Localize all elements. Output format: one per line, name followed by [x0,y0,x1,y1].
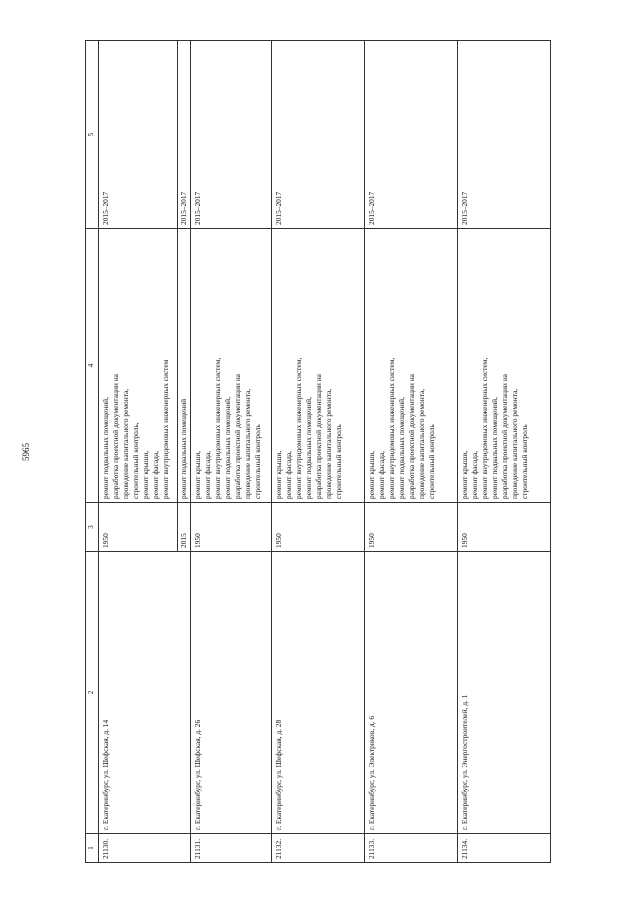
table-row [457,41,550,863]
year-cell: 1950 [98,503,177,552]
year-cell: 1950 [457,503,550,552]
year-cell: 2015 [177,503,190,552]
work-item: разработка проектной документации на [313,374,323,499]
works-cell [364,229,457,503]
row-number: 21133. [364,834,457,863]
header-cell: 1 [86,834,99,863]
table-row [98,41,177,863]
work-item: ремонт крыши, [192,450,202,499]
work-item: ремонт внутридомовых инженерных систем, [386,357,396,499]
works-cell [271,229,364,503]
address-cell: г. Екатеринбург, ул. Электриков, д. 6 [364,552,457,834]
work-item: ремонт внутридомовых инженерных систем, [293,357,303,499]
year-cell: 1950 [271,503,364,552]
work-item: строительный контроль [426,424,436,499]
work-item: проведение капитального ремонта, [120,388,130,499]
works-cell [177,229,190,503]
header-cell: 3 [86,503,99,552]
work-item: ремонт подвальных помещений, [489,397,499,499]
work-item: ремонт подвальных помещений, [303,397,313,499]
work-item: ремонт подвальных помещений, [396,397,406,499]
row-number: 21134. [457,834,550,863]
address-cell: г. Екатеринбург, ул. Шефская, д. 14 [98,552,190,834]
work-item: разработка проектной документации на [499,374,509,499]
work-item: ремонт подвальных помещений, [222,397,232,499]
work-item: ремонт фасада, [376,451,386,499]
period-cell: 2015–2017 [364,41,457,229]
work-item: ремонт фасада, [202,451,212,499]
work-item: ремонт крыши, [140,450,150,499]
work-item: проведение капитального ремонта, [242,388,252,499]
table-header-row [86,41,99,863]
work-item: ремонт подвальных помещений, [100,397,110,499]
address-cell: г. Екатеринбург, ул. Шефская, д. 26 [190,552,271,834]
period-cell: 2015–2017 [457,41,550,229]
work-item: проведение капитального ремонта, [509,388,519,499]
work-item: разработка проектной документации на [406,374,416,499]
address-cell: г. Екатеринбург, ул. Шефская, д. 28 [271,552,364,834]
header-cell: 5 [86,41,99,229]
works-cell [98,229,177,503]
page-number: 5965 [21,443,31,461]
header-cell: 4 [86,229,99,503]
work-item: ремонт внутридомовых инженерных систем, [212,357,222,499]
work-item: ремонт внутридомовых инженерных систем, [479,357,489,499]
work-item: ремонт фасада, [469,451,479,499]
work-item: строительный контроль [519,424,529,499]
work-item: ремонт подвальных помещений [178,398,188,499]
document-sheet [85,41,555,863]
work-item: разработка проектной документации на [110,374,120,499]
work-item: проведение капитального ремонта, [323,388,333,499]
work-item: строительный контроль [333,424,343,499]
row-number: 21130. [98,834,190,863]
work-item: ремонт фасада, [283,451,293,499]
work-item: ремонт фасада, [150,451,160,499]
work-item: разработка проектной документации на [232,374,242,499]
works-cell [457,229,550,503]
work-item: строительный контроль [252,424,262,499]
table-row [190,41,271,863]
row-number: 21132. [271,834,364,863]
period-cell: 2015–2017 [177,41,190,229]
work-item: ремонт крыши, [366,450,376,499]
work-item: ремонт крыши, [459,450,469,499]
year-cell: 1950 [190,503,271,552]
year-cell: 1950 [364,503,457,552]
header-cell: 2 [86,552,99,834]
table-row [364,41,457,863]
work-item: ремонт внутридомовых инженерных систем [160,359,170,499]
period-cell: 2015–2017 [98,41,177,229]
work-item: ремонт крыши, [273,450,283,499]
table-row [271,41,364,863]
work-item: строительный контроль, [130,422,140,499]
works-cell [190,229,271,503]
repair-schedule-table [85,40,551,863]
period-cell: 2015–2017 [190,41,271,229]
row-number: 21131. [190,834,271,863]
address-cell: г. Екатеринбург, ул. Энергостроителей, д. 1 [457,552,550,834]
period-cell: 2015–2017 [271,41,364,229]
work-item: проведение капитального ремонта, [416,388,426,499]
